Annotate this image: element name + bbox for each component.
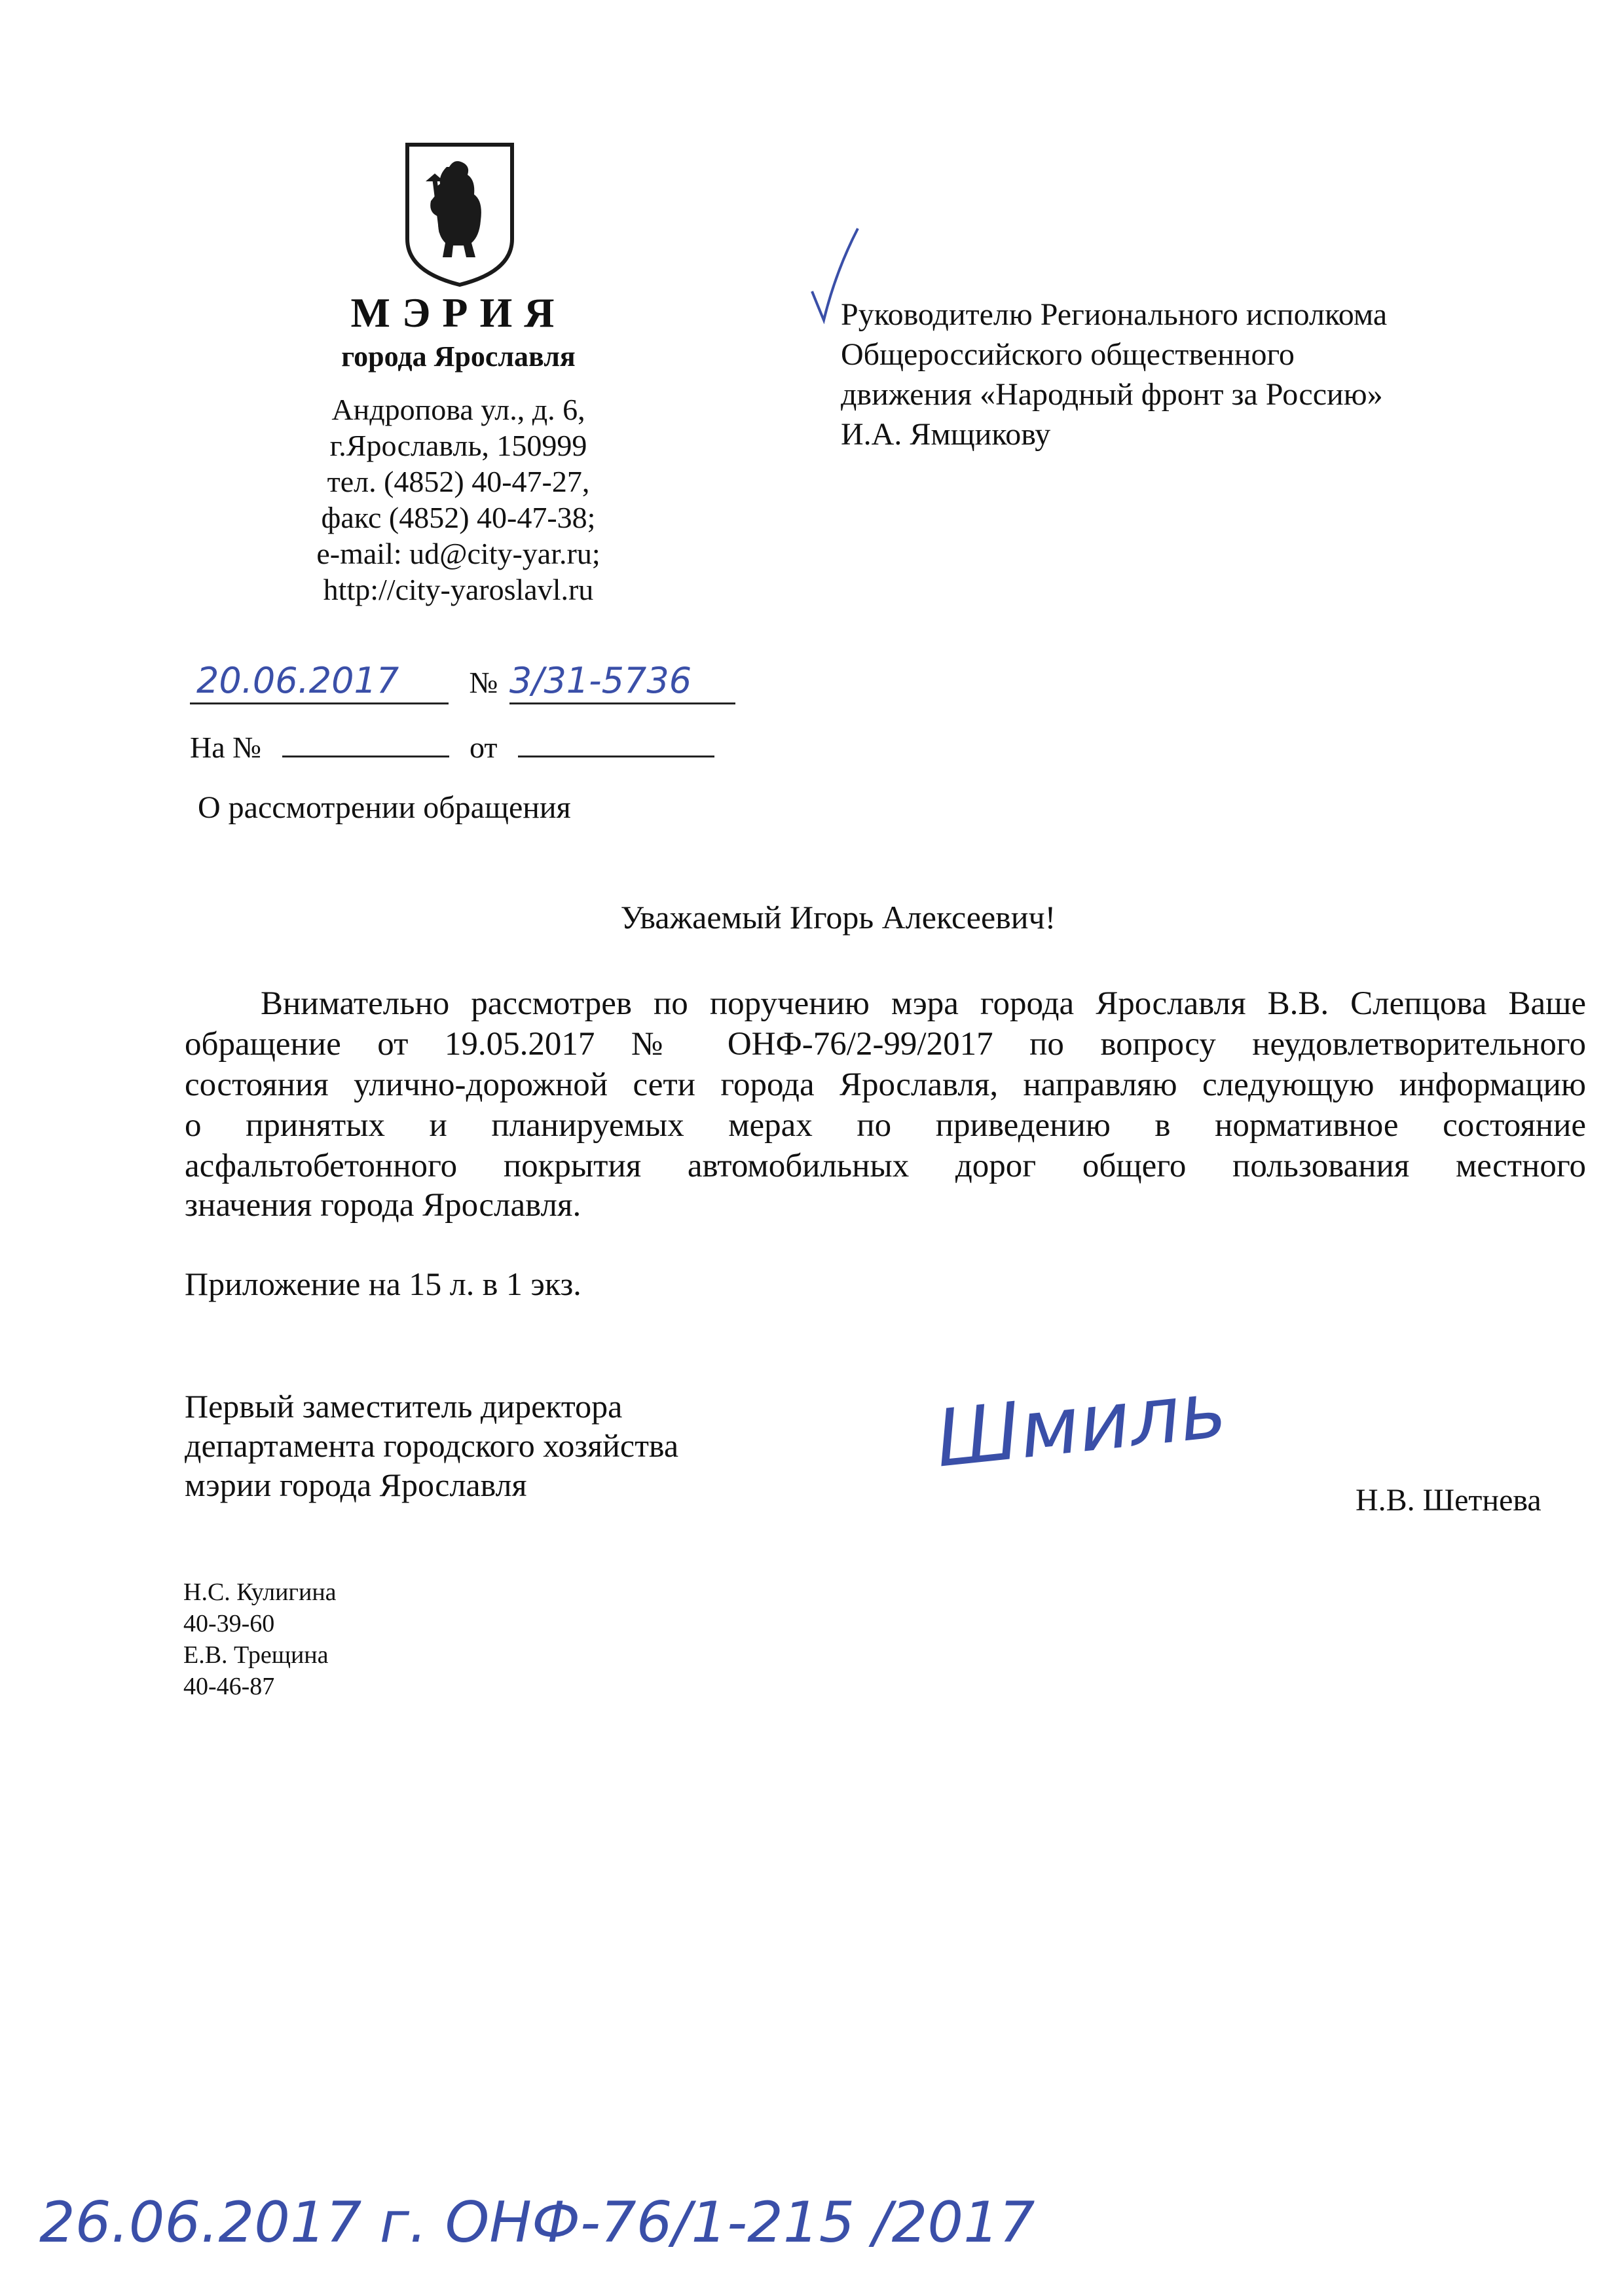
incoming-registration-note: 26.06.2017 г. ОНФ-76/1-215 /2017 [39, 2190, 1035, 2255]
executors-block [183, 1576, 337, 1702]
salutation: Уважаемый Игорь Алексеевич! [620, 899, 1056, 936]
org-title: МЭРИЯ [350, 289, 566, 336]
address-line: тел. (4852) 40-47-27, [327, 465, 590, 498]
recipient-block [841, 295, 1387, 454]
executor-line: 40-39-60 [183, 1610, 275, 1637]
org-subtitle: города Ярославля [341, 340, 576, 373]
body-line: асфальтобетонного покрытия автомобильных дорог общего пользования местного [185, 1148, 1586, 1184]
recipient-line: движения «Народный фронт за Россию» [841, 377, 1383, 412]
body-line: значения города Ярославля. [185, 1187, 581, 1224]
executor-line: Е.В. Трещина [183, 1641, 329, 1669]
executor-line: Н.С. Кулигина [183, 1578, 337, 1606]
address-line: e-mail: ud@city-yar.ru; [316, 537, 600, 570]
signatory-name: Н.В. Шетнева [1356, 1483, 1541, 1518]
reference-date-blank [518, 725, 714, 757]
reference-number-blank [282, 725, 449, 757]
outgoing-date: 20.06.2017 [196, 660, 399, 701]
sender-address [249, 392, 668, 608]
position-line: департамента городского хозяйства [185, 1427, 679, 1464]
body-line: состояния улично-дорожной сети города Ярославля, направляю следующую информацию [185, 1066, 1586, 1103]
outgoing-number: 3/31-5736 [509, 660, 692, 701]
body-line: Внимательно рассмотрев по поручению мэра города Ярославля В.В. Слепцова Ваше [261, 985, 1586, 1022]
handwritten-signature: Шмиль [931, 1364, 1231, 1485]
address-line: http://city-yaroslavl.ru [323, 573, 594, 606]
position-line: Первый заместитель директора [185, 1388, 623, 1425]
position-line: мэрии города Ярославля [185, 1467, 527, 1503]
from-label: от [470, 731, 498, 764]
attachment-note: Приложение на 15 л. в 1 экз. [185, 1266, 581, 1302]
address-line: Андропова ул., д. 6, [331, 393, 585, 426]
body-line: о принятых и планируемых мерах по приведению в нормативное состояние [185, 1107, 1586, 1144]
coat-of-arms-icon [403, 141, 516, 288]
recipient-line: Общероссийского общественного [841, 337, 1295, 372]
signatory-position [185, 1387, 678, 1504]
subject-line: О рассмотрении обращения [198, 790, 571, 825]
recipient-line: Руководителю Регионального исполкома [841, 297, 1388, 332]
executor-line: 40-46-87 [183, 1673, 275, 1700]
body-line: обращение от 19.05.2017 № ОНФ-76/2-99/2017 по вопросу неудовлетворительного [185, 1026, 1586, 1063]
address-line: г.Ярославль, 150999 [329, 429, 587, 462]
recipient-line: И.А. Ямщикову [841, 417, 1051, 452]
address-line: факс (4852) 40-47-38; [321, 501, 596, 534]
number-sign: № [469, 666, 498, 699]
reference-label: На № [190, 731, 262, 764]
